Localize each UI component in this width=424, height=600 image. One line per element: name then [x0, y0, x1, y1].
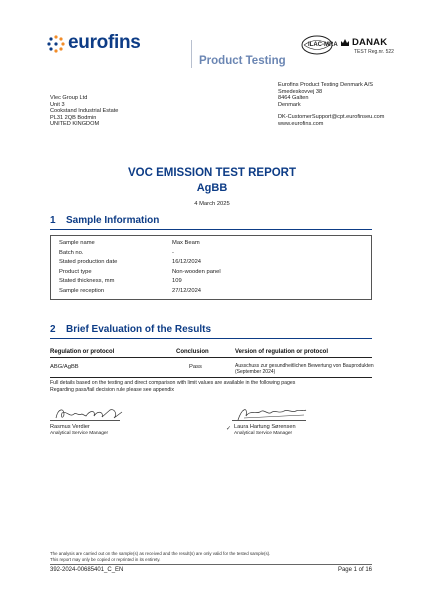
signer-role: Analytical Service Manager — [50, 430, 109, 436]
section-number: 2 — [50, 324, 56, 335]
info-value: Max Beam — [172, 240, 200, 246]
col-header-regulation: Regulation or protocol — [50, 349, 115, 355]
info-key: Sample name — [59, 240, 95, 246]
sample-info-box — [50, 235, 372, 300]
lab-email-link[interactable]: DK-CustomerSupport@cpt.eurofinseu.com — [278, 114, 385, 121]
lab-address-line: Denmark — [278, 101, 301, 108]
eval-note: Full details based on the testing and direct comparison with limit values are available in the following pages — [50, 380, 296, 386]
section-1-rule — [50, 229, 372, 230]
signature-2-line — [232, 420, 306, 421]
client-address-line: Cookstand Industrial Estate — [50, 108, 119, 115]
logo-divider — [191, 40, 192, 68]
info-key: Stated thickness, mm — [59, 278, 115, 284]
checkmark-icon: ✓ — [226, 426, 232, 432]
section-2-heading — [50, 324, 211, 335]
section-1-heading — [50, 215, 159, 226]
report-subtitle: AgBB — [196, 182, 228, 194]
info-key: Sample reception — [59, 287, 105, 294]
col-header-conclusion: Conclusion — [176, 349, 209, 355]
client-address-line: UNITED KINGDOM — [50, 121, 100, 128]
signer-name: Laura Hartung Sørensen — [234, 424, 296, 430]
client-address-line: Vlec Group Ltd — [50, 95, 88, 101]
danak-reg-number: TEST Reg.nr. 522 — [354, 49, 394, 55]
lab-address — [278, 82, 384, 128]
brand-name: eurofins — [68, 32, 141, 53]
eval-table-rule — [50, 377, 372, 378]
report-date: 4 March 2025 — [194, 201, 230, 207]
lab-address-line: 8464 Galten — [278, 95, 309, 102]
client-address — [50, 95, 118, 128]
signature-1-line — [50, 420, 120, 421]
info-value: - — [172, 249, 174, 256]
lab-address-line: Eurofins Product Testing Denmark A/S — [278, 82, 374, 88]
eurofins-dots-icon — [46, 34, 66, 54]
eval-table-rule — [50, 357, 372, 358]
eval-version: Ausschuss zur gesundheitlichen Bewertung von Bauprodukten (September 2024) — [235, 363, 374, 375]
signature-2-image — [234, 404, 309, 424]
footer-rule — [50, 564, 372, 565]
footer-disclaimer: The analysis are carried out on the sample(s) as received and the result(s) are only valid for the tested sample(s). — [50, 551, 271, 556]
footer-disclaimer: This report may only be copied or reprinted in its entirety. — [50, 557, 161, 562]
signer-role: Analytical Service Manager — [234, 430, 293, 436]
accreditation-marks — [300, 34, 394, 60]
signer-2 — [234, 424, 296, 437]
lab-address-line: Smedeskovvej 38 — [278, 88, 323, 95]
signer-name: Rasmus Verdier — [50, 424, 90, 430]
col-header-version: Version of regulation or protocol — [235, 349, 329, 355]
section-title: Sample Information — [66, 215, 160, 226]
info-key: Product type — [59, 268, 92, 275]
signer-1 — [50, 424, 108, 437]
page-number: Page 1 of 16 — [337, 567, 372, 573]
danak-label: DANAK — [352, 37, 388, 48]
eval-conclusion: Pass — [189, 364, 202, 370]
info-key: Batch no. — [59, 249, 84, 256]
info-value: 27/12/2024 — [172, 287, 202, 294]
ilac-label: ILAC-MRA — [308, 42, 338, 48]
section-number: 1 — [50, 215, 56, 226]
info-value: 16/12/2024 — [172, 259, 202, 265]
crown-icon — [340, 38, 350, 48]
report-id: 392-2024-00685401_C_EN — [50, 567, 124, 573]
client-address-line: PL31 2QB Bodmin — [50, 114, 97, 121]
eval-regulation: ABG/AgBB — [50, 364, 79, 370]
section-2-rule — [50, 338, 372, 339]
info-key: Stated production date — [59, 259, 118, 265]
report-title: VOC EMISSION TEST REPORT — [127, 167, 297, 179]
section-title: Brief Evaluation of the Results — [66, 324, 212, 335]
info-value: Non-wooden panel — [172, 268, 221, 275]
division-name: Product Testing — [199, 55, 286, 67]
signature-1-image — [52, 404, 127, 424]
info-value: 109 — [172, 278, 182, 284]
lab-website-link[interactable]: www.eurofins.com — [278, 120, 324, 127]
eval-note: Regarding pass/fail decision rule please see appendix — [50, 387, 175, 393]
client-address-line: Unit 3 — [50, 101, 65, 108]
